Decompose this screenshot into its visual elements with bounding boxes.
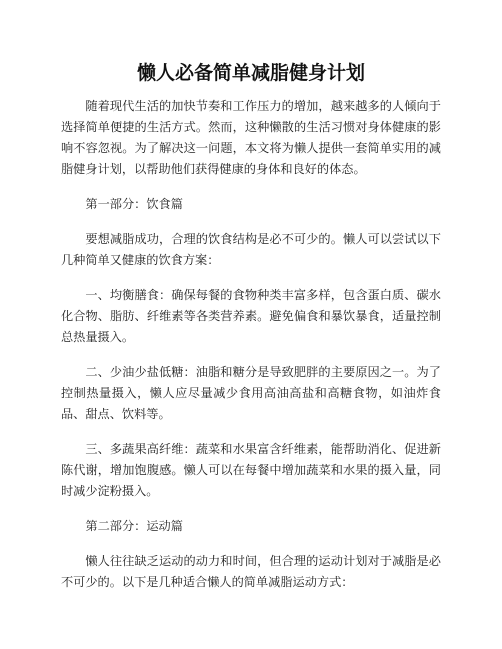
section-heading-diet: 第一部分：饮食篇 bbox=[85, 197, 183, 211]
document-title: 懒人必备简单减脂健身计划 bbox=[136, 62, 365, 84]
section-heading-exercise: 第二部分：运动篇 bbox=[85, 519, 183, 533]
exercise-intro-paragraph: 懒人往往缺乏运动的动力和时间，但合理的运动计划对于减脂是必不可少的。以下是几种适合懒人的简单减脂运动方式： bbox=[61, 554, 441, 589]
diet-item-2: 二、少油少盐低糖：油脂和糖分是导致肥胖的主要原因之一。为了控制热量摄入，懒人应尽量减少食用高油高盐和高糖食物，如油炸食品、甜点、饮料等。 bbox=[61, 365, 441, 421]
diet-item-1: 一、均衡膳食：确保每餐的食物种类丰富多样，包含蛋白质、碳水化合物、脂肪、纤维素等各类营养素。避免偏食和暴饮暴食，适量控制总热量摄入。 bbox=[61, 288, 441, 344]
diet-intro-paragraph: 要想减脂成功，合理的饮食结构是必不可少的。懒人可以尝试以下几种简单又健康的饮食方案： bbox=[61, 232, 441, 267]
intro-paragraph: 随着现代生活的加快节奏和工作压力的增加，越来越多的人倾向于选择简单便捷的生活方式。然而，这种懒散的生活习惯对身体健康的影响不容忽视。为了解决这一问题，本文将为懒人提供一套简单实用的减脂健身计划，以帮助他们获得健康的身体和良好的体态。 bbox=[61, 99, 441, 176]
diet-item-3: 三、多蔬果高纤维：蔬菜和水果富含纤维素，能帮助消化、促进新陈代谢，增加饱腹感。懒人可以在每餐中增加蔬菜和水果的摄入量，同时减少淀粉摄入。 bbox=[61, 442, 441, 498]
document-body bbox=[61, 96, 441, 607]
